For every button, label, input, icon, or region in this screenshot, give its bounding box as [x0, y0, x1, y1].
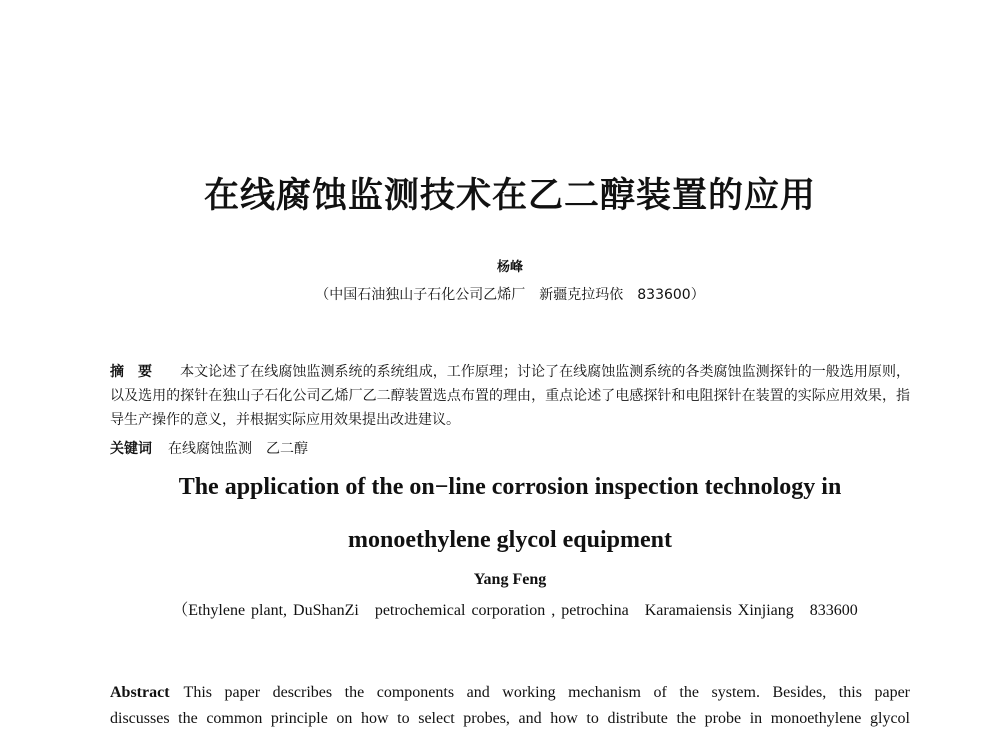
- chinese-abstract-text: 本文论述了在线腐蚀监测系统的系统组成，工作原理；讨论了在线腐蚀监测系统的各类腐蚀监测探针的一般选用原则，以及选用的探针在独山子石化公司乙烯厂乙二醇装置选点布置的理由，重点论述了电感探针和电阻探针在装置的实际应用效果，指导生产操作的意义，并根据实际应用效果提出改进建议。: [110, 364, 910, 428]
- english-affiliation: （Ethylene plant, DuShanZi petrochemical corporation , petrochina Karamaiensis Xinjiang 833600: [172, 602, 858, 619]
- chinese-keywords: [110, 438, 910, 458]
- chinese-abstract: [110, 360, 910, 432]
- english-title-line-2: monoethylene glycol equipment: [348, 527, 672, 553]
- chinese-affiliation: （中国石油独山子石化公司乙烯厂 新疆克拉玛依 833600）: [315, 287, 705, 303]
- english-abstract-text-1: This paper describes the components and working mechanism of the system. Besides, this paper: [183, 684, 910, 701]
- english-abstract-line-1: [110, 680, 910, 706]
- chinese-keywords-label: 关键词: [110, 441, 152, 457]
- english-abstract-line-2: discusses the common principle on how to select probes, and how to distribute the probe in monoethylene glycol: [110, 710, 910, 727]
- english-title-line-1: The application of the on−line corrosion inspection technology in: [178, 474, 842, 500]
- english-author: Yang Feng: [473, 571, 547, 588]
- chinese-author: 杨峰: [496, 260, 523, 275]
- english-abstract-label: Abstract: [110, 684, 170, 701]
- chinese-keywords-text: 在线腐蚀监测 乙二醇: [168, 441, 308, 457]
- english-abstract: [110, 680, 910, 732]
- chinese-abstract-label: 摘要: [110, 364, 167, 380]
- chinese-title: 在线腐蚀监测技术在乙二醇装置的应用: [203, 175, 816, 216]
